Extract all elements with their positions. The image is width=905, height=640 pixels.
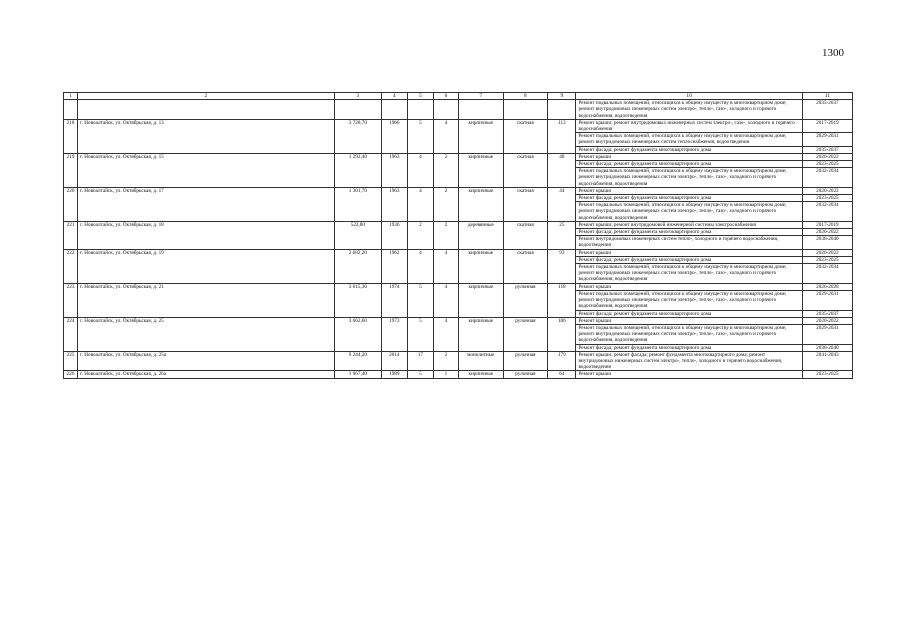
area-cell: 1 967,40 bbox=[334, 371, 381, 378]
table-row bbox=[64, 351, 853, 371]
floors-cell: 4 bbox=[407, 153, 433, 187]
repair-period-cell: 2041-2043 bbox=[802, 351, 852, 371]
roof-type-cell: скатная bbox=[503, 187, 548, 221]
table-row bbox=[64, 153, 853, 160]
year-cell: 1962 bbox=[381, 249, 407, 283]
address-cell: г. Новоалтайск, ул. Октябрьская, д. 17 bbox=[78, 187, 335, 221]
repair-work-cell: Ремонт подвальных помещений, относящихся к общему имуществу в многоквартирном доме; ремонт внутридомовых инженерных систем электро-, тепло-, газо-, холодного и горячего водоснабжения, водоотведения bbox=[576, 202, 802, 222]
residents-cell: 118 bbox=[548, 283, 576, 317]
repair-period-cell: 2032-2034 bbox=[802, 202, 852, 222]
roof-type-cell bbox=[503, 100, 548, 120]
repair-period-cell: 2032-2034 bbox=[802, 264, 852, 284]
entrances-cell: 1 bbox=[433, 371, 458, 378]
repair-work-cell: Ремонт подвальных помещений, относящихся к общему имуществу в многоквартирном доме; ремонт внутридомовых инженерных систем теплоснабжения, водоотведения bbox=[576, 133, 802, 146]
repair-work-cell: Ремонт фасада; ремонт фундамента многоквартирного дома bbox=[576, 161, 802, 168]
row-number: 223 bbox=[64, 283, 78, 317]
area-cell: 1 301,70 bbox=[334, 187, 381, 221]
residents-cell: 44 bbox=[548, 187, 576, 221]
repair-period-cell: 2020-2022 bbox=[802, 249, 852, 256]
area-cell: 522,80 bbox=[334, 221, 381, 249]
repair-work-cell: Ремонт фасада; ремонт фундамента многоквартирного дома bbox=[576, 229, 802, 236]
repair-work-cell: Ремонт фасада; ремонт фундамента многоквартирного дома bbox=[576, 195, 802, 202]
repair-period-cell: 2038-2040 bbox=[802, 236, 852, 249]
address-cell: г. Новоалтайск, ул. Октябрьская, д. 18 bbox=[78, 221, 335, 249]
repair-period-cell: 2023-2025 bbox=[802, 371, 852, 378]
walls-material-cell: кирпичные bbox=[458, 187, 503, 221]
address-cell: г. Новоалтайск, ул. Октябрьская, д. 26а bbox=[78, 371, 335, 378]
repair-period-cell: 2029-2031 bbox=[802, 324, 852, 344]
table-row bbox=[64, 221, 853, 228]
repair-work-cell: Ремонт фасада; ремонт фундамента многоквартирного дома bbox=[576, 256, 802, 263]
address-cell: г. Новоалтайск, ул. Октябрьская, д. 25а bbox=[78, 351, 335, 371]
repair-work-cell: Ремонт крыши; ремонт внутридомовых инженерных систем электро-, газо-, холодного и горячего водоснабжения bbox=[576, 119, 802, 132]
repair-period-cell: 2029-2031 bbox=[802, 290, 852, 310]
row-number bbox=[64, 100, 78, 120]
repair-work-cell: Ремонт крыши bbox=[576, 249, 802, 256]
roof-type-cell: скатная bbox=[503, 119, 548, 153]
repair-work-cell: Ремонт фасада; ремонт фундамента многоквартирного дома bbox=[576, 146, 802, 153]
row-number: 219 bbox=[64, 153, 78, 187]
residents-cell: 179 bbox=[548, 351, 576, 371]
row-number: 226 bbox=[64, 371, 78, 378]
year-cell: 1989 bbox=[381, 371, 407, 378]
repair-period-cell: 2029-2031 bbox=[802, 133, 852, 146]
address-cell: г. Новоалтайск, ул. Октябрьская, д. 25 bbox=[78, 317, 335, 351]
walls-material-cell: кирпичные bbox=[458, 249, 503, 283]
area-cell: 3 728,70 bbox=[334, 119, 381, 153]
entrances-cell: 2 bbox=[433, 221, 458, 249]
header-cell: 4 bbox=[381, 93, 407, 100]
repair-work-cell: Ремонт крыши bbox=[576, 317, 802, 324]
address-cell: г. Новоалтайск, ул. Октябрьская, д. 19 bbox=[78, 249, 335, 283]
repair-work-cell: Ремонт фасада; ремонт фундамента многоквартирного дома bbox=[576, 310, 802, 317]
walls-material-cell: монолитные bbox=[458, 351, 503, 371]
roof-type-cell: скатная bbox=[503, 221, 548, 249]
repair-work-cell: Ремонт подвальных помещений, относящихся к общему имуществу в многоквартирном доме; ремонт внутридомовых инженерных систем электро-, тепло-, газо-, холодного и горячего водоснабжения, водоотведения bbox=[576, 290, 802, 310]
area-cell: 3 615,30 bbox=[334, 283, 381, 317]
repair-period-cell: 2035-2037 bbox=[802, 310, 852, 317]
year-cell: 2014 bbox=[381, 351, 407, 371]
year-cell: 1966 bbox=[381, 119, 407, 153]
floors-cell bbox=[407, 100, 433, 120]
page-number: 1300 bbox=[822, 47, 844, 59]
entrances-cell: 4 bbox=[433, 317, 458, 351]
address-cell: г. Новоалтайск, ул. Октябрьская, д. 21 bbox=[78, 283, 335, 317]
repair-period-cell: 2038-2040 bbox=[802, 344, 852, 351]
residents-cell: 113 bbox=[548, 119, 576, 153]
roof-type-cell: скатная bbox=[503, 153, 548, 187]
header-cell: 11 bbox=[802, 93, 852, 100]
area-cell bbox=[334, 100, 381, 120]
row-number: 224 bbox=[64, 317, 78, 351]
table-row bbox=[64, 371, 853, 378]
row-number: 218 bbox=[64, 119, 78, 153]
walls-material-cell: кирпичные bbox=[458, 317, 503, 351]
repair-period-cell: 2026-2028 bbox=[802, 283, 852, 290]
residents-cell: 25 bbox=[548, 221, 576, 249]
year-cell: 1974 bbox=[381, 283, 407, 317]
header-cell: 7 bbox=[458, 93, 503, 100]
entrances-cell: 2 bbox=[433, 351, 458, 371]
header-cell: 1 bbox=[64, 93, 78, 100]
walls-material-cell: кирпичные bbox=[458, 119, 503, 153]
repair-work-cell: Ремонт фасада; ремонт фундамента многоквартирного дома bbox=[576, 344, 802, 351]
residents-cell: 64 bbox=[548, 371, 576, 378]
entrances-cell bbox=[433, 100, 458, 120]
repair-period-cell: 2023-2025 bbox=[802, 195, 852, 202]
capital-repair-table bbox=[63, 92, 853, 379]
repair-work-cell: Ремонт крыши bbox=[576, 187, 802, 194]
entrances-cell: 4 bbox=[433, 249, 458, 283]
repair-work-cell: Ремонт подвальных помещений, относящихся к общему имуществу в многоквартирном доме; ремонт внутридомовых инженерных систем электро-, тепло-, газо-, холодного и горячего водоснабжения, водоотведения bbox=[576, 324, 802, 344]
row-number: 221 bbox=[64, 221, 78, 249]
walls-material-cell: деревянные bbox=[458, 221, 503, 249]
area-cell: 9 244,20 bbox=[334, 351, 381, 371]
table-body bbox=[64, 93, 853, 379]
table-row bbox=[64, 249, 853, 256]
year-cell: 1963 bbox=[381, 187, 407, 221]
area-cell: 1 292,40 bbox=[334, 153, 381, 187]
year-cell: 1936 bbox=[381, 221, 407, 249]
residents-cell: 48 bbox=[548, 153, 576, 187]
year-cell bbox=[381, 100, 407, 120]
header-cell: 5 bbox=[407, 93, 433, 100]
repair-period-cell: 2017-2019 bbox=[802, 221, 852, 228]
repair-work-cell: Ремонт крыши bbox=[576, 283, 802, 290]
entrances-cell: 4 bbox=[433, 119, 458, 153]
year-cell: 1963 bbox=[381, 153, 407, 187]
address-cell: г. Новоалтайск, ул. Октябрьская, д. 15 bbox=[78, 153, 335, 187]
repair-period-cell: 2020-2022 bbox=[802, 187, 852, 194]
repair-work-cell: Ремонт крыши bbox=[576, 153, 802, 160]
row-number: 222 bbox=[64, 249, 78, 283]
header-cell: 3 bbox=[334, 93, 381, 100]
repair-period-cell: 2023-2025 bbox=[802, 256, 852, 263]
repair-period-cell: 2023-2025 bbox=[802, 161, 852, 168]
repair-work-cell: Ремонт крыши; ремонт фасада; ремонт фундамента многоквартирного дома; ремонт внутридомовых инженерных систем электро-, тепло-, холодного и горячего водоснабжения, водоотведения bbox=[576, 351, 802, 371]
entrances-cell: 2 bbox=[433, 153, 458, 187]
repair-work-cell: Ремонт подвальных помещений, относящихся к общему имуществу в многоквартирном доме; ремонт внутридомовых инженерных систем электро-, тепло-, газо-, холодного и горячего водоснабжения, водоотведения bbox=[576, 168, 802, 188]
repair-period-cell: 2020-2022 bbox=[802, 153, 852, 160]
table-row bbox=[64, 317, 853, 324]
floors-cell: 5 bbox=[407, 317, 433, 351]
header-cell: 2 bbox=[78, 93, 335, 100]
header-cell: 9 bbox=[548, 93, 576, 100]
repair-work-cell: Ремонт внутридомовых инженерных систем тепло-, холодного и горячего водоснабжения, водоотведения bbox=[576, 236, 802, 249]
header-cell: 10 bbox=[576, 93, 802, 100]
walls-material-cell bbox=[458, 100, 503, 120]
floors-cell: 5 bbox=[407, 119, 433, 153]
floors-cell: 2 bbox=[407, 221, 433, 249]
repair-period-cell: 2032-2034 bbox=[802, 168, 852, 188]
residents-cell bbox=[548, 100, 576, 120]
roof-type-cell: рулонная bbox=[503, 283, 548, 317]
table-row bbox=[64, 119, 853, 132]
table-row bbox=[64, 283, 853, 290]
walls-material-cell: кирпичные bbox=[458, 283, 503, 317]
entrances-cell: 2 bbox=[433, 187, 458, 221]
area-cell: 3 662,60 bbox=[334, 317, 381, 351]
repair-period-cell: 2017-2019 bbox=[802, 119, 852, 132]
repair-period-cell: 2035-2037 bbox=[802, 146, 852, 153]
floors-cell: 5 bbox=[407, 283, 433, 317]
address-cell: г. Новоалтайск, ул. Октябрьская, д. 13 bbox=[78, 119, 335, 153]
walls-material-cell: кирпичные bbox=[458, 153, 503, 187]
address-cell bbox=[78, 100, 335, 120]
repair-period-cell: 2020-2022 bbox=[802, 229, 852, 236]
residents-cell: 93 bbox=[548, 249, 576, 283]
table-row bbox=[64, 187, 853, 194]
roof-type-cell: рулонная bbox=[503, 371, 548, 378]
repair-period-cell: 2020-2022 bbox=[802, 317, 852, 324]
repair-work-cell: Ремонт подвальных помещений, относящихся к общему имуществу в многоквартирном доме; ремонт внутридомовых инженерных систем электро-, тепло-, газо-, холодного и горячего водоснабжения, водоотведения bbox=[576, 264, 802, 284]
row-number: 225 bbox=[64, 351, 78, 371]
area-cell: 2 682,20 bbox=[334, 249, 381, 283]
repair-work-cell: Ремонт подвальных помещений, относящихся к общему имуществу в многоквартирном доме; ремонт внутридомовых инженерных систем электро-, тепло-, газо-, холодного и горячего водоснабжения, водоотведения bbox=[576, 100, 802, 120]
row-number: 220 bbox=[64, 187, 78, 221]
entrances-cell: 4 bbox=[433, 283, 458, 317]
roof-type-cell: рулонная bbox=[503, 351, 548, 371]
roof-type-cell: скатная bbox=[503, 249, 548, 283]
residents-cell: 106 bbox=[548, 317, 576, 351]
floors-cell: 4 bbox=[407, 249, 433, 283]
floors-cell: 17 bbox=[407, 351, 433, 371]
header-row bbox=[64, 93, 853, 100]
floors-cell: 4 bbox=[407, 187, 433, 221]
repair-work-cell: Ремонт крыши; ремонт внутридомовой инженерной системы электроснабжения bbox=[576, 221, 802, 228]
header-cell: 8 bbox=[503, 93, 548, 100]
roof-type-cell: рулонная bbox=[503, 317, 548, 351]
table-row bbox=[64, 100, 853, 120]
year-cell: 1973 bbox=[381, 317, 407, 351]
repair-period-cell: 2035-2037 bbox=[802, 100, 852, 120]
walls-material-cell: кирпичные bbox=[458, 371, 503, 378]
floors-cell: 5 bbox=[407, 371, 433, 378]
header-cell: 6 bbox=[433, 93, 458, 100]
repair-work-cell: Ремонт крыши bbox=[576, 371, 802, 378]
